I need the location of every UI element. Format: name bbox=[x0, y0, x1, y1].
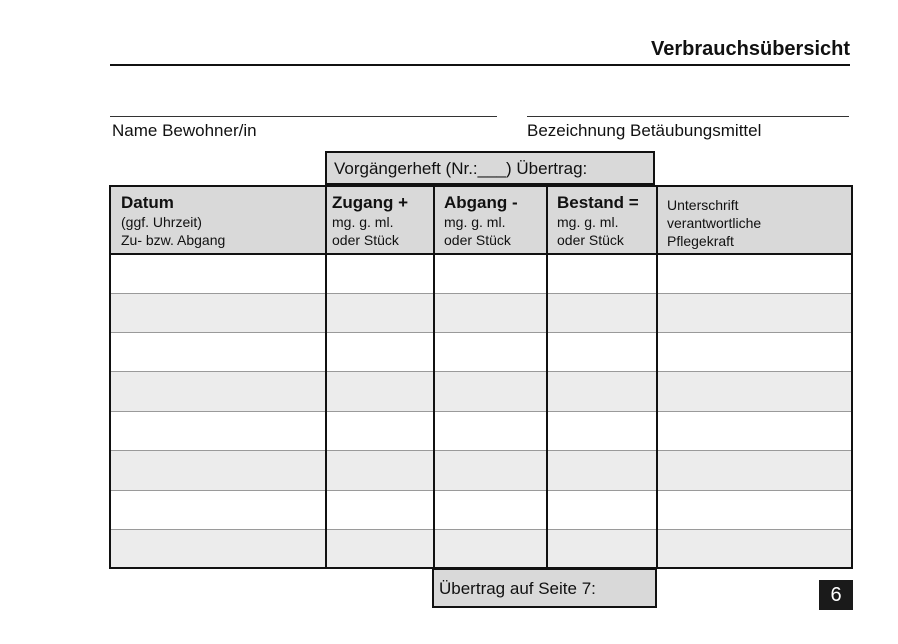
carry-to-next-page-box[interactable] bbox=[432, 568, 657, 608]
resident-name-line[interactable] bbox=[110, 116, 497, 117]
drug-name-line[interactable] bbox=[527, 116, 849, 117]
carry-forward-box[interactable] bbox=[325, 151, 655, 185]
row-divider bbox=[111, 293, 851, 294]
column-header-stock: Bestand = mg. g. ml. oder Stück bbox=[557, 193, 639, 248]
table-row[interactable] bbox=[111, 490, 851, 529]
carry-forward-label: Vorgängerheft (Nr.:___) Übertrag: bbox=[334, 159, 588, 178]
page-number-badge bbox=[819, 580, 853, 610]
row-divider bbox=[111, 371, 851, 372]
page-number: 6 bbox=[830, 583, 842, 606]
table-row[interactable] bbox=[111, 293, 851, 332]
column-divider bbox=[433, 187, 435, 567]
row-divider bbox=[111, 411, 851, 412]
column-divider bbox=[546, 187, 548, 567]
column-header-date: Datum (ggf. Uhrzeit) Zu- bzw. Abgang bbox=[121, 193, 226, 248]
drug-name-label: Bezeichnung Betäubungsmittel bbox=[527, 121, 762, 140]
row-divider bbox=[111, 490, 851, 491]
title-rule bbox=[110, 64, 850, 66]
column-header-outflow: Abgang - mg. g. ml. oder Stück bbox=[444, 193, 518, 248]
table-row[interactable] bbox=[111, 332, 851, 371]
consumption-table bbox=[109, 185, 853, 569]
resident-name-label: Name Bewohner/in bbox=[112, 121, 257, 140]
carry-to-next-page-label: Übertrag auf Seite 7: bbox=[439, 579, 596, 598]
column-header-intake: Zugang + mg. g. ml. oder Stück bbox=[332, 193, 409, 248]
table-row[interactable] bbox=[111, 255, 851, 293]
column-header-signature: Unterschrift verantwortliche Pflegekraft bbox=[667, 197, 762, 249]
column-divider bbox=[325, 187, 327, 567]
table-header-row bbox=[111, 187, 851, 255]
row-divider bbox=[111, 332, 851, 333]
row-divider bbox=[111, 450, 851, 451]
page-title: Verbrauchsübersicht bbox=[651, 38, 850, 60]
column-divider bbox=[656, 187, 658, 567]
table-row[interactable] bbox=[111, 450, 851, 490]
table-row[interactable] bbox=[111, 411, 851, 450]
row-divider bbox=[111, 529, 851, 530]
table-row[interactable] bbox=[111, 529, 851, 567]
table-row[interactable] bbox=[111, 371, 851, 411]
